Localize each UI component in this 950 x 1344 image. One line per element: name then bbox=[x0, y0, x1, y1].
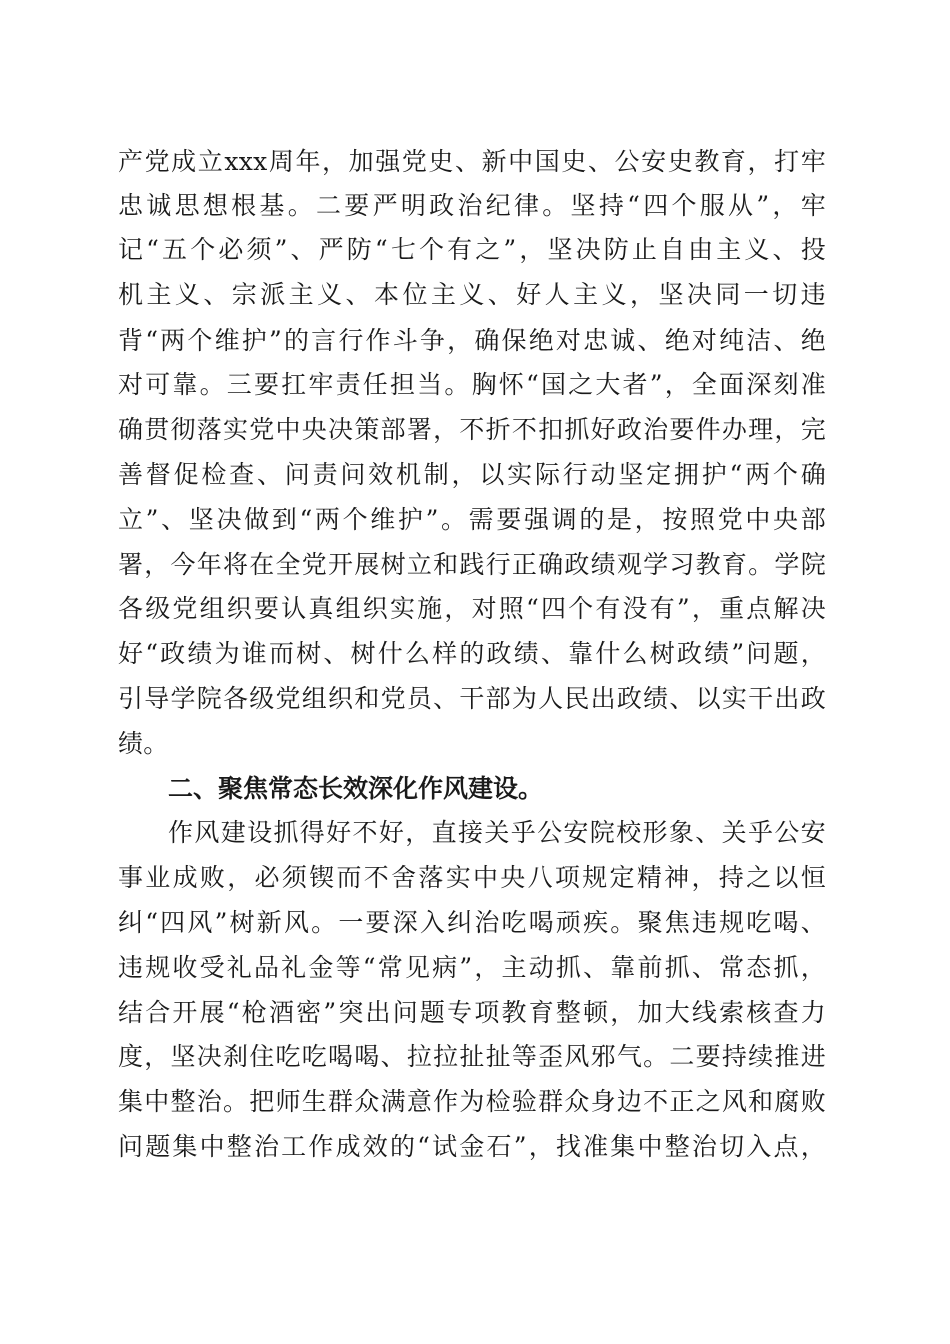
paragraph2-line-7: 集中整治。把师生群众满意作为检验群众身边不正之风和腐败 bbox=[118, 1087, 826, 1116]
paragraph2-line-5: 结合开展“枪酒密”突出问题专项教育整顿，加大线索核查力 bbox=[118, 998, 826, 1027]
paragraph1-line-6: 对可靠。三要扛牢责任担当。胸怀“国之大者”，全面深刻准 bbox=[118, 370, 826, 399]
paragraph1-line-4: 机主义、宗派主义、本位主义、好人主义，坚决同一切违 bbox=[118, 280, 826, 309]
paragraph2-line-1: 作风建设抓得好不好，直接关乎公安院校形象、关乎公安 bbox=[168, 818, 826, 847]
paragraph1-line-12: 好“政绩为谁而树、树什么样的政绩、靠什么树政绩”问题， bbox=[118, 639, 826, 668]
paragraph2-line-2: 事业成败，必须锲而不舍落实中央八项规定精神，持之以恒 bbox=[118, 863, 826, 892]
paragraph2-line-4: 违规收受礼品礼金等“常见病”，主动抓、靠前抓、常态抓， bbox=[118, 953, 826, 982]
paragraph1-line-3: 记“五个必须”、严防“七个有之”，坚决防止自由主义、投 bbox=[118, 235, 826, 264]
paragraph1-line-9: 立”、坚决做到“两个维护”。需要强调的是，按照党中央部 bbox=[118, 505, 826, 534]
paragraph2-line-3: 纠“四风”树新风。一要深入纠治吃喝顽疾。聚焦违规吃喝、 bbox=[118, 908, 826, 937]
paragraph1-line-11: 各级党组织要认真组织实施，对照“四个有没有”，重点解决 bbox=[118, 594, 826, 623]
paragraph1-line-10: 署，今年将在全党开展树立和践行正确政绩观学习教育。学院 bbox=[118, 550, 826, 579]
paragraph1-line-2: 忠诚思想根基。二要严明政治纪律。坚持“四个服从”，牢 bbox=[118, 191, 826, 220]
paragraph1-line-8: 善督促检查、问责问效机制，以实际行动坚定拥护“两个确 bbox=[118, 460, 826, 489]
paragraph1-line-7: 确贯彻落实党中央决策部署，不折不扣抓好政治要件办理，完 bbox=[118, 415, 826, 444]
paragraph1-line-1: 产党成立xxx周年，加强党史、新中国史、公安史教育，打牢 bbox=[118, 147, 826, 176]
paragraph1-line-14: 绩。 bbox=[118, 729, 169, 758]
section-heading-2: 二、聚焦常态长效深化作风建设。 bbox=[168, 774, 544, 803]
paragraph1-line-13: 引导学院各级党组织和党员、干部为人民出政绩、以实干出政 bbox=[118, 684, 826, 713]
paragraph2-line-8: 问题集中整治工作成效的“试金石”，找准集中整治切入点， bbox=[118, 1132, 826, 1161]
paragraph2-line-6: 度，坚决刹住吃吃喝喝、拉拉扯扯等歪风邪气。二要持续推进 bbox=[118, 1042, 826, 1071]
paragraph1-line-5: 背“两个维护”的言行作斗争，确保绝对忠诚、绝对纯洁、绝 bbox=[118, 326, 826, 355]
